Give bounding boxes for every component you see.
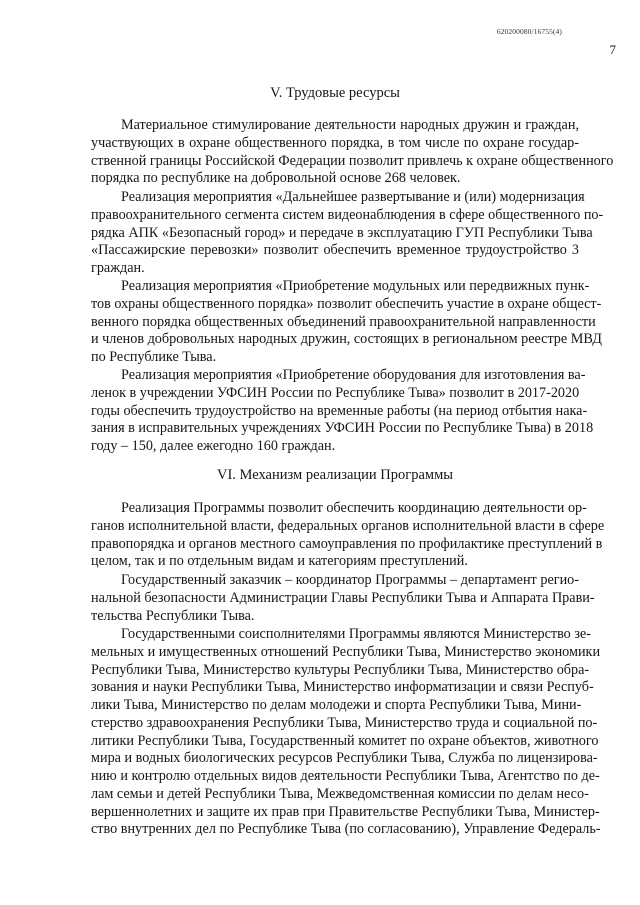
text-line: ство внутренних дел по Республике Тыва (по согласованию), Управление Федераль-: [91, 821, 601, 838]
text-line: тельства Республики Тыва.: [91, 607, 255, 624]
text-line: Реализация мероприятия «Приобретение модульных или передвижных пунк-: [121, 278, 590, 294]
text-line: ганов исполнительной власти, федеральных органов исполнительной власти в сфере: [91, 517, 605, 534]
text-line: лам семьи и детей Республики Тыва, Межведомственная комиссии по делам несо-: [91, 785, 589, 802]
text-line: годы обеспечить трудоустройство на временные работы (на период отбытия нака-: [91, 402, 588, 419]
text-line: мельных и имущественных отношений Республики Тыва, Министерство экономики: [91, 643, 601, 660]
section-6-paragraph-3: [91, 626, 601, 839]
section-5-paragraph-1: [91, 117, 614, 188]
section-5-paragraph-4: [91, 367, 594, 456]
text-line: нию и контролю отдельных видов деятельности Республики Тыва, Агентство по де-: [91, 768, 600, 784]
page-number: 7: [609, 42, 616, 57]
text-line: Государственный заказчик – координатор Программы – департамент регио-: [121, 572, 579, 588]
text-line: «Пассажирские перевозки» позволит обеспечить временное трудоустройство 3: [91, 242, 579, 259]
text-line: Государственными соисполнителями Программы являются Министерство зе-: [121, 626, 591, 642]
text-line: вершеннолетних и защите их прав при Правительстве Республики Тыва, Министер-: [91, 803, 600, 820]
text-line: Реализация мероприятия «Дальнейшее развертывание и (или) модернизация: [121, 189, 585, 205]
text-line: зования и науки Республики Тыва, Министерство информатизации и связи Респуб-: [91, 679, 594, 696]
text-line: правопорядка и органов местного самоуправления по профилактике преступлений в: [91, 535, 603, 552]
text-line: лики Тыва, Министерство по делам молодежи и спорта Республики Тыва, Мини-: [91, 697, 582, 713]
text-line: нальной безопасности Администрации Главы Республики Тыва и Аппарата Прави-: [91, 589, 595, 606]
text-line: тов охраны общественного порядка» позволит обеспечить участие в охране общест-: [91, 295, 602, 312]
text-line: ственной границы Российской Федерации позволит привлечь к охране общественного: [91, 152, 614, 169]
text-line: зания в исправительных учреждениях УФСИН России по Республике Тыва) в 2018: [91, 420, 594, 437]
text-line: Реализация мероприятия «Приобретение оборудования для изготовления ва-: [121, 367, 586, 383]
text-line: венного порядка общественных объединений правоохранительной направленности: [91, 313, 596, 330]
text-line: ленок в учреждении УФСИН России по Республике Тыва» позволит в 2017-2020: [91, 384, 580, 401]
text-line: Реализация Программы позволит обеспечить координацию деятельности ор-: [121, 500, 587, 516]
section-5-title: V. Трудовые ресурсы: [270, 85, 400, 101]
text-line: участвующих в охране общественного порядка, в том числе по охране государ-: [91, 134, 579, 151]
section-5-paragraph-2: [91, 189, 604, 278]
text-line: литики Республики Тыва, Государственный комитет по охране объектов, животного: [91, 732, 599, 749]
text-line: году – 150, далее ежегодно 160 граждан.: [91, 438, 336, 454]
section-5-paragraph-3: [91, 278, 602, 367]
text-line: целом, так и по отдельным видам и категориям преступлений.: [91, 553, 468, 570]
text-line: граждан.: [91, 260, 145, 276]
text-line: и членов добровольных народных дружин, состоящих в региональном реестре МВД: [91, 331, 602, 348]
text-line: Республики Тыва, Министерство культуры Республики Тыва, Министерство обра-: [91, 661, 590, 678]
section-6-title: VI. Механизм реализации Программы: [216, 467, 454, 483]
section-6-paragraph-2: [91, 572, 595, 625]
text-line: стерство здравоохранения Республики Тыва, Министерство труда и социальной по-: [91, 714, 598, 731]
text-line: по Республике Тыва.: [91, 349, 217, 365]
text-line: Материальное стимулирование деятельности народных дружин и граждан,: [121, 117, 579, 133]
text-line: порядка по республике на добровольной основе 268 человек.: [91, 170, 461, 187]
document-code: 620200080/16755(4): [496, 27, 562, 36]
text-line: правоохранительного сегмента систем видеонаблюдения в сфере общественного по-: [91, 206, 604, 223]
text-line: мира и водных биологических ресурсов Республики Тыва, Служба по лицензирова-: [91, 750, 598, 767]
section-6-paragraph-1: [91, 500, 605, 571]
text-line: рядка АПК «Безопасный город» и передаче в эксплуатацию ГУП Республики Тыва: [91, 224, 593, 241]
